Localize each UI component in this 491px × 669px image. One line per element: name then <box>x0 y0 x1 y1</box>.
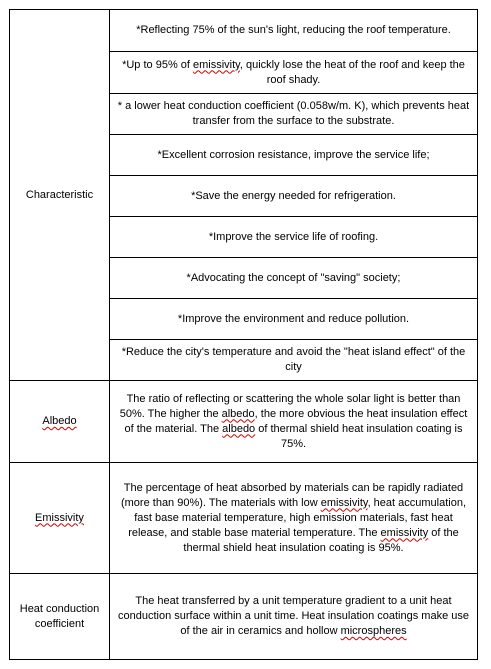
description-text-part: , heat accumulation, fast base material temperature, high emission materials, fast heat release, and stable base material temperature. The <box>128 496 467 539</box>
spellcheck-word: emissivity <box>193 58 240 71</box>
characteristic-item: *Excellent corrosion resistance, improve the service life; <box>110 135 478 176</box>
characteristics-table <box>9 9 478 660</box>
description-text-part: of the thermal shield heat insulation coating is 95%. <box>183 526 459 554</box>
row-label-text: Emissivity <box>35 511 84 524</box>
description-text-part: The ratio of reflecting or scattering the whole solar light is better than 50%. The higher the <box>119 392 461 420</box>
heat-conduction-description <box>110 574 478 660</box>
characteristic-item: *Improve the service life of roofing. <box>110 217 478 258</box>
emissivity-description <box>110 463 478 574</box>
characteristic-item: * a lower heat conduction coefficient (0.058w/m. K), which prevents heat transfer from the surface to the substrate. <box>110 94 478 135</box>
spellcheck-word: albedo <box>222 422 256 435</box>
row-label-albedo <box>10 381 110 463</box>
spellcheck-word: microspheres <box>340 625 407 637</box>
characteristic-item: *Reduce the city's temperature and avoid the "heat island effect" of the city <box>110 340 478 381</box>
row-label-emissivity <box>10 463 110 574</box>
characteristic-item: *Advocating the concept of "saving" society; <box>110 258 478 299</box>
characteristic-item: *Save the energy needed for refrigeration. <box>110 176 478 217</box>
description-text-part: The heat transferred by a unit temperature gradient to a unit heat conduction surface within a unit time. Heat insulation coatings make use of the air in ceramics and hollow <box>118 595 469 637</box>
spellcheck-word: emissivity <box>320 496 368 509</box>
description-text-part: The percentage of heat absorbed by materials can be rapidly radiated (more than 90%). The materials with low <box>120 481 464 509</box>
row-label-text: Albedo <box>42 415 77 427</box>
row-label-heat-conduction-coefficient: Heat conduction coefficient <box>10 574 110 660</box>
row-label-characteristic: Characteristic <box>10 10 110 381</box>
characteristic-item <box>110 52 478 94</box>
description-text-part: of thermal shield heat insulation coating is 75%. <box>255 422 463 450</box>
spellcheck-word: emissivity <box>380 526 429 539</box>
characteristic-item: *Reflecting 75% of the sun's light, reducing the roof temperature. <box>110 10 478 52</box>
characteristic-item: *Improve the environment and reduce pollution. <box>110 299 478 340</box>
item-text-part: *Up to 95% of <box>122 58 194 71</box>
item-text-part: , quickly lose the heat of the roof and keep the roof shady. <box>239 58 465 86</box>
albedo-description <box>110 381 478 463</box>
spellcheck-word: albedo <box>221 407 255 420</box>
description-text-part: , the more obvious the heat insulation effect of the material. The <box>124 407 468 435</box>
